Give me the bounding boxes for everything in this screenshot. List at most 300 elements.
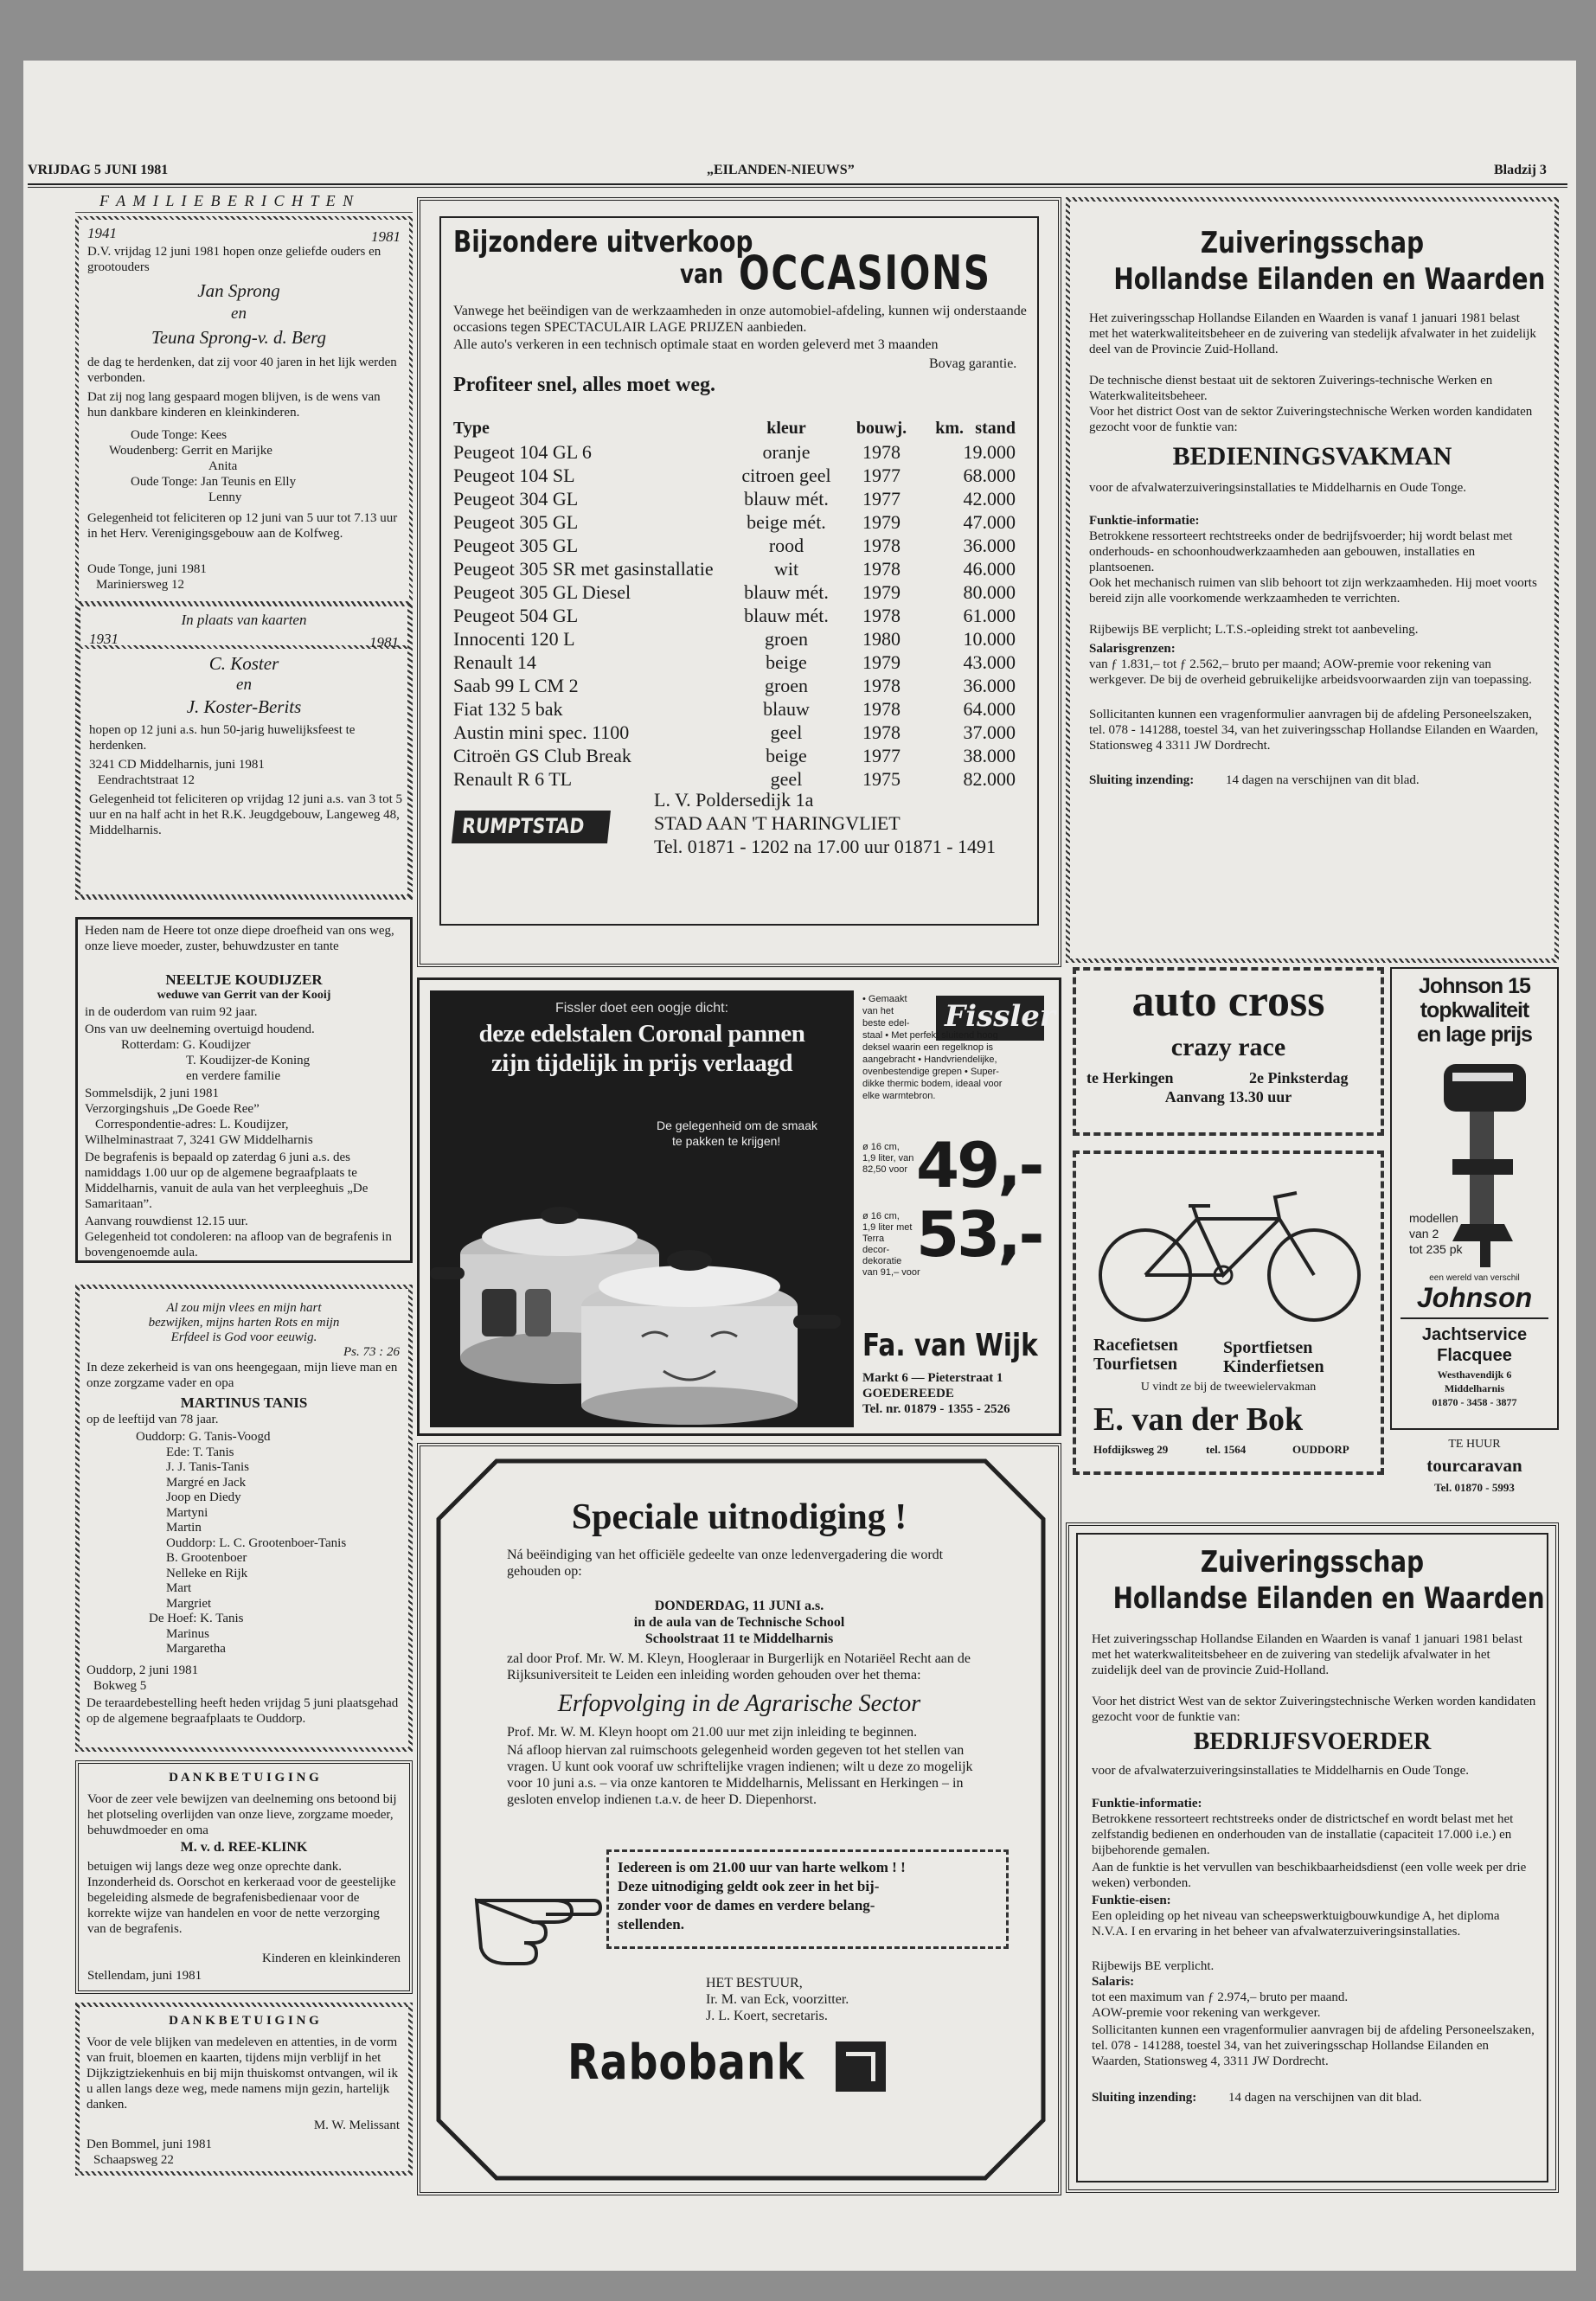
fissler-bubble-2: te pakken te krijgen! (672, 1134, 781, 1148)
fissler-details (862, 990, 1053, 1427)
rental-item: tourcaravan (1426, 1455, 1522, 1476)
fissler-feature-line: elke warmtebron. (862, 1091, 936, 1101)
person-name: Jan Sprong (197, 280, 280, 301)
table-row (453, 557, 1016, 580)
zuiveringsschap-ad-1 (1066, 197, 1559, 963)
fissler-kicker: Fissler doet een oogje dicht: (554, 1001, 729, 1016)
rumptstad-logo-text: RUMPTSTAD (460, 814, 586, 838)
fissler-feature-line: dikke thermic bodem, ideaal voor (862, 1079, 1003, 1089)
thanks-title: D A N K B E T U I G I N G (169, 2014, 319, 2028)
car-km: 80.000 (963, 580, 1016, 603)
column-type: Type (453, 419, 490, 438)
ad-text: AOW-premie voor rekening van werkgever. (1092, 2006, 1321, 2020)
ad-address: Mariniersweg 12 (96, 578, 185, 592)
car-year: 1980 (862, 627, 901, 650)
relative: Margriet (166, 1596, 212, 1611)
car-year: 1979 (862, 580, 901, 603)
car-km: 36.000 (963, 534, 1016, 556)
dealer-address: Westhavendijk 6 (1437, 1368, 1512, 1381)
occasions-title-line1: Bijzondere uitverkoop (453, 225, 753, 260)
relative: B. Grootenboer (166, 1551, 247, 1565)
deceased-name: NEELTJE KOUDIJZER (165, 971, 323, 988)
car-year: 1977 (862, 744, 901, 766)
relative: Ouddorp: L. C. Grootenboer-Tanis (166, 1535, 347, 1550)
car-km: 38.000 (963, 744, 1016, 766)
bicycle-illustration (1093, 1171, 1370, 1327)
header-page-number: Bladzij 3 (1494, 163, 1547, 177)
car-type: Peugeot 305 GL (453, 534, 579, 556)
car-type: Innocenti 120 L (453, 627, 575, 650)
ad-heading: Funktie-eisen: (1092, 1894, 1171, 1907)
ad-text: Ook het mechanisch ruimen van slib behoort tot zijn werkzaamheden. Hij moet voorts bereid zijn alle voorkomende werkzaamheden te verrichten. (1089, 576, 1537, 606)
ad-heading: Sluiting inzending: (1089, 773, 1195, 787)
ad-heading: Funktie-informatie: (1089, 514, 1200, 528)
occasions-table (453, 417, 1016, 791)
person-name: J. Koster-Berits (186, 696, 302, 717)
bovag-guarantee: Bovag garantie. (929, 356, 1017, 371)
obituary-text: Ons van uw deelneming overtuigd houdend. (85, 1022, 315, 1036)
bike-shop-name: E. van der Bok (1093, 1401, 1304, 1438)
car-year: 1978 (862, 440, 901, 463)
car-color: beige mét. (747, 510, 826, 533)
johnson-models: van 2 (1409, 1227, 1439, 1240)
relative: Ouddorp: G. Tanis-Voogd (136, 1430, 271, 1444)
car-km: 10.000 (963, 627, 1016, 650)
table-row (453, 767, 1016, 791)
car-color: geel (770, 721, 803, 743)
coronal-pans-illustration (430, 1094, 854, 1427)
ad-intro: D.V. vrijdag 12 juni 1981 hopen onze geliefde ouders en grootouders (87, 245, 381, 274)
car-type: Peugeot 304 GL (453, 487, 579, 510)
bike-category: Sportfietsen (1223, 1338, 1313, 1357)
newspaper-page (23, 61, 1576, 2271)
thanks-title: D A N K B E T U I G I N G (169, 1771, 319, 1785)
obituary-text: Gelegenheid tot condoleren: na afloop van de begrafenis in bovengenoemde aula. (85, 1230, 392, 1259)
johnson-headline: en lage prijs (1417, 1022, 1532, 1047)
ad-text: voor de afvalwaterzuiveringsinstallaties te Middelharnis en Oude Tonge. (1092, 1764, 1470, 1778)
fissler-feature-line: • Gemaakt (862, 994, 907, 1004)
car-color: geel (770, 767, 803, 790)
fissler-feature-line: van het (862, 1006, 894, 1016)
car-color: citroen geel (741, 464, 831, 486)
column-km: km. (935, 419, 964, 438)
car-km: 36.000 (963, 674, 1016, 696)
rabobank-logo-text: Rabobank (567, 2035, 805, 2091)
bike-shop-town: OUDDORP (1292, 1443, 1349, 1456)
lecture-theme: Erfopvolging in de Agrarische Sector (557, 1690, 921, 1717)
year-start: 1931 (89, 631, 119, 647)
rabobank-invitation (417, 1443, 1061, 2195)
car-year: 1978 (862, 674, 901, 696)
meeting-date: DONDERDAG, 11 JUNI a.s. (654, 1599, 824, 1613)
thanks-signature: M. W. Melissant (313, 2118, 400, 2132)
thanks-place: Stellendam, juni 1981 (87, 1969, 202, 1983)
relative: T. Koudijzer-de Koning (186, 1054, 311, 1067)
ad-text: 14 dagen na verschijnen van dit blad. (1226, 773, 1420, 787)
table-row (453, 721, 1016, 744)
invitation-title: Speciale uitnodiging ! (571, 1497, 907, 1537)
ad-text: Rijbewijs BE verplicht. (1092, 1959, 1215, 1973)
obituary-address: Verzorgingshuis „De Goede Ree” (85, 1102, 260, 1116)
obituary-address: Correspondentie-adres: L. Koudijzer, (95, 1118, 289, 1131)
table-row (453, 674, 1016, 697)
car-type: Peugeot 305 GL (453, 510, 579, 533)
car-km: 37.000 (963, 721, 1016, 743)
car-km: 43.000 (963, 651, 1016, 673)
fissler-headline-2: zijn tijdelijk in prijs verlaagd (490, 1049, 793, 1077)
invitation-intro: Ná beëindiging van het officiële gedeelte van onze ledenvergadering die wordt gehouden op: (507, 1548, 944, 1579)
dealer-town: STAD AAN 'T HARINGVLIET (654, 812, 901, 834)
table-row (453, 604, 1016, 627)
ad-text: Betrokkene ressorteert rechtstreeks onder de districtschef en wordt belast met het zelfstandig bedienen en onderhouden van de installatie (capaciteit 17.000 i.e.) en bijbehorende gemalen. (1092, 1812, 1514, 1857)
car-color: blauw mét. (744, 604, 829, 626)
car-type: Renault R 6 TL (453, 767, 573, 790)
fissler-price-1: 49,- (916, 1129, 1042, 1202)
occasions-intro-2: Alle auto's verkeren in een technisch optimale staat en worden geleverd met 3 maanden (453, 337, 939, 352)
pointing-hand-icon (472, 1853, 602, 1983)
fissler-feature-line: deksel waarin een regelknop is (862, 1042, 994, 1053)
car-year: 1978 (862, 534, 901, 556)
fissler-price-2: 53,- (916, 1198, 1042, 1271)
obituary-text: De begrafenis is bepaald op zaterdag 6 juni a.s. des namiddags 1.00 uur op de algemene begraafplaats te Middelharnis, vanuit de aula van het verpleeghuis „De Samaritaan”. (85, 1150, 369, 1211)
person-name: C. Koster (208, 653, 279, 674)
obituary-text: De teraardebestelling heeft heden vrijdag 5 juni plaatsgehad op de algemene begraafplaats te Ouddorp. (87, 1696, 399, 1726)
divider (1401, 1317, 1548, 1319)
shop-town: GOEDEREEDE (862, 1387, 954, 1400)
car-color: beige (766, 744, 807, 766)
fissler-size-line: dekoratie (862, 1256, 902, 1266)
deceased-age: op de leeftijd van 78 jaar. (87, 1413, 219, 1426)
car-color: groen (764, 674, 809, 696)
thanks-melissant (75, 2003, 413, 2176)
relative: J. J. Tanis-Tanis (166, 1460, 249, 1474)
table-row (453, 440, 1016, 464)
welcome-line: Iedereen is om 21.00 uur van harte welkom ! ! (618, 1859, 906, 1875)
ad-top-line: In plaats van kaarten (181, 612, 307, 628)
car-color: blauw (763, 697, 810, 720)
bike-category: Kinderfietsen (1223, 1357, 1324, 1376)
ad-title-2: Hollandse Eilanden en Waarden (1112, 1581, 1545, 1616)
thanks-ree-klink (75, 1760, 413, 1994)
deceased-age: in de ouderdom van ruim 92 jaar. (85, 1005, 258, 1019)
header-date: VRIJDAG 5 JUNI 1981 (28, 163, 169, 177)
fissler-ad (417, 977, 1061, 1436)
invitation-start: Prof. Mr. W. M. Kleyn hoopt om 21.00 uur met zijn inleiding te beginnen. (507, 1725, 918, 1740)
relative: Marinus (166, 1626, 209, 1641)
obituary-tanis (75, 1285, 413, 1752)
ad-text: Voor het district Oost van de sektor Zuiveringstechnische Werken worden kandidaten gezocht voor de funktie van: (1089, 405, 1533, 434)
family-ad-sprong (75, 216, 413, 649)
car-km: 61.000 (963, 604, 1016, 626)
job-title: BEDRIJFSVOERDER (1193, 1728, 1432, 1755)
invitation-speaker: zal door Prof. Mr. W. M. Kleyn, Hoogleraar in Burgerlijk en Notariëel Recht aan de Rijksuniversiteit te Leiden een inleiding worden gehouden over het thema: (507, 1651, 971, 1682)
car-km: 42.000 (963, 487, 1016, 510)
dealer-phone: Tel. 01871 - 1202 na 17.00 uur 01871 - 1491 (654, 836, 997, 857)
secretary: J. L. Koert, secretaris. (706, 2009, 828, 2023)
table-row (453, 651, 1016, 674)
dealer-town: Middelharnis (1444, 1382, 1505, 1394)
occasions-rows (453, 440, 1016, 791)
car-year: 1978 (862, 557, 901, 580)
ad-text: tot een maximum van ƒ 2.974,– bruto per maand. (1092, 1990, 1349, 2004)
relative: Martin (166, 1521, 202, 1535)
ad-text: Betrokkene ressorteert rechtstreeks onder de bedrijfsvoerder; hij wordt belast met onderhouds- en schoonhoudwerkzaamheden aan gebouwen, installaties en plantsoenen. (1089, 529, 1513, 574)
bible-reference: Ps. 73 : 26 (343, 1345, 400, 1359)
table-row (453, 697, 1016, 721)
johnson-tagline: een wereld van verschil (1429, 1273, 1520, 1283)
ad-text: Aan de funktie is het vervullen van beschikbaarheidsdienst (een volle week per drie weken) verbonden. (1092, 1861, 1527, 1890)
car-type: Peugeot 104 GL 6 (453, 440, 592, 463)
welcome-line: stellenden. (618, 1916, 684, 1932)
dealer-name: Jachtservice (1421, 1325, 1528, 1344)
chairman: Ir. M. van Eck, voorzitter. (706, 1992, 849, 2007)
fissler-size-line: ø 16 cm, (862, 1211, 900, 1221)
car-km: 46.000 (963, 557, 1016, 580)
obituary-address: Wilhelminastraat 7, 3241 GW Middelharnis (85, 1133, 313, 1147)
table-header-row (453, 417, 1016, 440)
obituary-text: Aanvang rouwdienst 12.15 uur. (85, 1215, 248, 1228)
rental-title: TE HUUR (1448, 1438, 1501, 1451)
johnson-models: tot 235 pk (1409, 1242, 1463, 1256)
bike-shop-address: Hofdijksweg 29 (1093, 1443, 1169, 1456)
car-type: Peugeot 305 GL Diesel (453, 580, 631, 603)
table-row (453, 580, 1016, 604)
bible-quote-line: Erfdeel is God voor eeuwig. (170, 1330, 317, 1344)
ad-text: Gelegenheid tot feliciteren op 12 juni van 5 uur tot 7.13 uur in het Herv. Verenigingsgebouw aan de Kolfweg. (87, 511, 398, 541)
ad-text: Sollicitanten kunnen een vragenformulier aanvragen bij de afdeling Personeelszaken, tel. 078 - 141288, toestel 34, van het zuiveringsschap Hollandse Eilanden en Waarden, Stationsweg 4, 3311 JW Dordrecht. (1092, 2023, 1535, 2068)
fissler-photo (430, 990, 854, 1427)
table-row (453, 487, 1016, 510)
ad-address: Eendrachtstraat 12 (98, 773, 195, 787)
obituary-text: In deze zekerheid is van ons heengegaan, mijn lieve man en onze zorgzame vader en opa (87, 1361, 398, 1390)
ad-title-1: Zuiveringsschap (1200, 226, 1425, 260)
occasions-ad (417, 197, 1061, 967)
family-member: Woudenberg: Gerrit en Marijke (109, 444, 272, 458)
logo-mark (846, 2052, 875, 2081)
ad-title-1: Zuiveringsschap (1200, 1545, 1425, 1580)
occasions-van: van (680, 260, 724, 290)
rental-phone: Tel. 01870 - 5993 (1434, 1481, 1515, 1494)
fissler-feature-line: aangebracht • Handvriendelijke, (862, 1054, 997, 1065)
header-rule (28, 183, 1567, 185)
occasions-intro: Vanwege het beëindigen van de werkzaamheden in onze automobiel-afdeling, kunnen wij onderstaande occasions tegen SPECTACULAIR LAGE PRIJZEN aanbieden. (453, 304, 1027, 335)
ad-text: Sollicitanten kunnen een vragenformulier aanvragen bij de afdeling Personeelszaken, tel. 078 - 141288, toestel 34, van het zuiveringsschap Hollandse Eilanden en Waarden, Stationsweg 4 3311 JW Dordrecht. (1089, 708, 1539, 753)
obituary-address: Ouddorp, 2 juni 1981 (87, 1663, 199, 1677)
obituary-koudijzer (75, 917, 413, 1263)
welcome-line: zonder voor de dames en verdere belang- (618, 1897, 875, 1913)
year-end: 1981 (369, 634, 399, 651)
johnson-headline: Johnson 15 (1419, 974, 1530, 998)
welcome-box (606, 1849, 1009, 1949)
car-type: Peugeot 504 GL (453, 604, 579, 626)
ad-address: Oude Tonge, juni 1981 (87, 562, 207, 576)
car-year: 1979 (862, 651, 901, 673)
table-row (453, 464, 1016, 487)
fissler-size-line: decor- (862, 1245, 890, 1255)
ad-text: 14 dagen na verschijnen van dit blad. (1228, 2091, 1422, 2105)
dealer-phone: 01870 - 3458 - 3877 (1432, 1396, 1517, 1408)
car-type: Renault 14 (453, 651, 536, 673)
header-paper-name: „EILANDEN-NIEUWS” (707, 163, 855, 177)
obituary-text: Heden nam de Heere tot onze diepe droefheid van ons weg, onze lieve moeder, zuster, behuwdzuster en tante (85, 924, 394, 953)
occasions-slogan: Profiteer snel, alles moet weg. (453, 374, 716, 396)
family-member: Lenny (208, 490, 242, 504)
rumptstad-logo (452, 811, 611, 843)
auto-cross-location: te Herkingen (1086, 1069, 1174, 1086)
thanks-text: betuigen wij langs deze weg onze oprechte dank. Inzonderheid ds. Oorschot en kerkeraad voor de geestelijke begeleiding alsmede de begrafenisbedienaar voor de korrekte wijze van handelen en voor de nette verzorging van de begrafenis. (87, 1860, 396, 1936)
section-rule (75, 212, 413, 213)
obituary-address: Bokweg 5 (93, 1679, 147, 1693)
fissler-feature-line: staal • Met perfekt sluitend hoog (862, 1030, 998, 1041)
bike-shop-ad (1073, 1150, 1384, 1475)
thanks-place: Den Bommel, juni 1981 (87, 2138, 212, 2151)
occasions-title-line2: OCCASIONS (739, 246, 991, 300)
ad-text: de dag te herdenken, dat zij voor 40 jaren in het lijk werden verbonden. (87, 356, 397, 385)
fissler-logo-text: Fissler (945, 999, 1055, 1034)
bike-shop-phone: tel. 1564 (1206, 1443, 1247, 1456)
car-year: 1978 (862, 721, 901, 743)
dealer-address: L. V. Poldersedijk 1a (654, 789, 814, 811)
column-color: kleur (766, 419, 806, 438)
fissler-feature-line: beste edel- (862, 1018, 910, 1029)
caravan-rental-ad (1390, 1436, 1559, 1509)
thanks-text: Voor de vele blijken van medeleven en attenties, in de vorm van fruit, bloemen en kaarten, tijdens mijn verblijf in het Dijkzigtziekenhuis en bij mijn thuiskomst ontvangen, wil ik u allen langs deze weg, mede namens mijn gezin, hartelijk danken. (87, 2035, 398, 2112)
zuiveringsschap-ad-2 (1066, 1522, 1559, 2193)
fissler-size-line: 82,50 voor (862, 1164, 907, 1175)
ad-text: Het zuiveringsschap Hollandse Eilanden en Waarden is vanaf 1 januari 1981 belast met het waterkwaliteitsbeheer en de zuivering van stedelijk afvalwater in het zuidelijk deel van de provincie Zuid-Holland. (1092, 1632, 1522, 1677)
table-row (453, 510, 1016, 534)
auto-cross-subtitle: crazy race (1170, 1033, 1286, 1061)
deceased-subtitle: weduwe van Gerrit van der Kooij (157, 989, 331, 1002)
car-year: 1978 (862, 604, 901, 626)
johnson-models: modellen (1409, 1211, 1458, 1225)
car-color: oranje (762, 440, 811, 463)
fissler-size-line: 1,9 liter, van (862, 1153, 914, 1163)
auto-cross-day: 2e Pinksterdag (1249, 1069, 1349, 1086)
relative: Mart (166, 1581, 192, 1595)
table-row (453, 744, 1016, 767)
column-year: bouwj. (856, 419, 907, 438)
bible-quote-line: Al zou mijn vlees en mijn hart (166, 1301, 322, 1315)
welcome-line: Deze uitnodiging geldt ook zeer in het bij- (618, 1878, 880, 1894)
car-color: rood (768, 534, 804, 556)
car-color: wit (773, 557, 799, 580)
auto-cross-time: Aanvang 13.30 uur (1164, 1088, 1292, 1106)
rabobank-logo-icon (836, 2041, 886, 2092)
car-color: beige (766, 651, 807, 673)
shop-phone: Tel. nr. 01879 - 1355 - 2526 (862, 1402, 1010, 1416)
johnson-logo: Johnson (1416, 1282, 1533, 1313)
fissler-headline-1: deze edelstalen Coronal pannen (478, 1020, 805, 1048)
relative: Margré en Jack (166, 1475, 247, 1490)
car-color: groen (764, 627, 809, 650)
family-ad-koster (75, 601, 413, 900)
car-km: 47.000 (963, 510, 1016, 533)
relative: Margaretha (166, 1642, 226, 1656)
deceased-name: M. v. d. REE-KLINK (180, 1840, 308, 1855)
relative: Rotterdam: G. Koudijzer (121, 1038, 251, 1052)
car-km: 68.000 (963, 464, 1016, 486)
family-member: Oude Tonge: Jan Teunis en Elly (131, 475, 297, 489)
header-rule-thin (28, 187, 1567, 188)
ad-text: voor de afvalwaterzuiveringsinstallaties te Middelharnis en Oude Tonge. (1089, 481, 1467, 495)
table-row (453, 534, 1016, 557)
and-word: en (231, 304, 247, 323)
year-end: 1981 (371, 228, 401, 245)
year-start: 1941 (87, 225, 117, 241)
dealer-name: Flacquee (1437, 1346, 1512, 1365)
ad-text: Het zuiveringsschap Hollandse Eilanden en Waarden is vanaf 1 januari 1981 belast met het waterkwaliteitsbeheer en de zuivering van stedelijk afvalwater in het zuidelijk deel van de Provincie Zuid-Holland. (1089, 311, 1536, 356)
car-type: Saab 99 L CM 2 (453, 674, 579, 696)
car-type: Peugeot 305 SR met gasinstallatie (453, 557, 714, 580)
and-word: en (236, 676, 252, 694)
car-type: Citroën GS Club Break (453, 744, 631, 766)
family-section-title: F A M I L I E B E R I C H T E N (99, 192, 356, 209)
ad-text: Voor het district West van de sektor Zuiveringstechnische Werken worden kandidaten gezocht voor de funktie van: (1092, 1695, 1536, 1724)
ad-title-2: Hollandse Eilanden en Waarden (1113, 262, 1546, 297)
ad-heading: Salarisgrenzen: (1089, 642, 1176, 656)
meeting-address: Schoolstraat 11 te Middelharnis (644, 1631, 834, 1646)
thanks-signature: Kinderen en kleinkinderen (262, 1952, 401, 1965)
johnson-headline: topkwaliteit (1420, 998, 1529, 1022)
bike-category: Tourfietsen (1093, 1355, 1178, 1374)
car-year: 1978 (862, 697, 901, 720)
ad-heading: Funktie-informatie: (1092, 1797, 1202, 1811)
relative: Ede: T. Tanis (166, 1445, 234, 1459)
fissler-size-line: 1,9 liter met (862, 1222, 913, 1233)
auto-cross-title: auto cross (1131, 977, 1325, 1026)
board-signature: HET BESTUUR, (706, 1976, 803, 1990)
fissler-bubble-1: De gelegenheid om de smaak (657, 1118, 818, 1132)
ad-text: Een opleiding op het niveau van scheepswerktuigbouwkundige A, het diploma N.V.A. I en ervaring in het beheer van afvalwaterzuiveringsinstallaties. (1092, 1909, 1500, 1939)
relative: De Hoef: K. Tanis (149, 1612, 244, 1625)
family-member: Oude Tonge: Kees (131, 428, 228, 442)
ad-heading: Salaris: (1092, 1975, 1135, 1989)
car-color: blauw mét. (744, 580, 829, 603)
bike-category: Racefietsen (1093, 1336, 1178, 1355)
shop-name: Fa. van Wijk (862, 1328, 1038, 1363)
ad-text: van ƒ 1.831,– tot ƒ 2.562,– bruto per maand; AOW-premie voor rekening van werkgever. De bij de overheid gebruikelijke arbeidsvoorwaarden zijn van toepassing. (1089, 657, 1532, 687)
relative: en verdere familie (186, 1069, 281, 1083)
obituary-address: Sommelsdijk, 2 juni 1981 (85, 1086, 220, 1100)
car-type: Austin mini spec. 1100 (453, 721, 630, 743)
car-km: 19.000 (963, 440, 1016, 463)
car-year: 1975 (862, 767, 901, 790)
ad-text: Rijbewijs BE verplicht; L.T.S.-opleiding strekt tot aanbeveling. (1089, 623, 1419, 637)
auto-cross-ad (1073, 967, 1384, 1136)
thanks-text: Voor de zeer vele bewijzen van deelneming ons betoond bij het plotseling overlijden van onze lieve, zorgzame moeder, behuwdmoeder en oma (87, 1792, 397, 1837)
car-year: 1977 (862, 487, 901, 510)
car-type: Fiat 132 5 bak (453, 697, 563, 720)
column-stand: stand (975, 419, 1016, 438)
fissler-size-line: ø 16 cm, (862, 1142, 900, 1152)
relative: Nelleke en Rijk (166, 1566, 248, 1580)
car-km: 82.000 (963, 767, 1016, 790)
car-type: Peugeot 104 SL (453, 464, 575, 486)
fissler-size-line: van 91,– voor (862, 1267, 920, 1278)
car-color: blauw mét. (744, 487, 829, 510)
johnson-ad (1390, 967, 1559, 1430)
shop-address: Markt 6 — Pieterstraat 1 (862, 1371, 1003, 1385)
relative: Joop en Diedy (166, 1490, 241, 1504)
car-year: 1977 (862, 464, 901, 486)
person-name: Teuna Sprong-v. d. Berg (151, 327, 326, 348)
thanks-place: Schaapsweg 22 (93, 2153, 174, 2167)
ad-address: 3241 CD Middelharnis, juni 1981 (89, 758, 265, 772)
ad-text: Dat zij nog lang gespaard mogen blijven, is de wens van hun dankbare kinderen en kleinkinderen. (87, 390, 381, 420)
fissler-size-line: Terra (862, 1234, 885, 1244)
table-row (453, 627, 1016, 651)
